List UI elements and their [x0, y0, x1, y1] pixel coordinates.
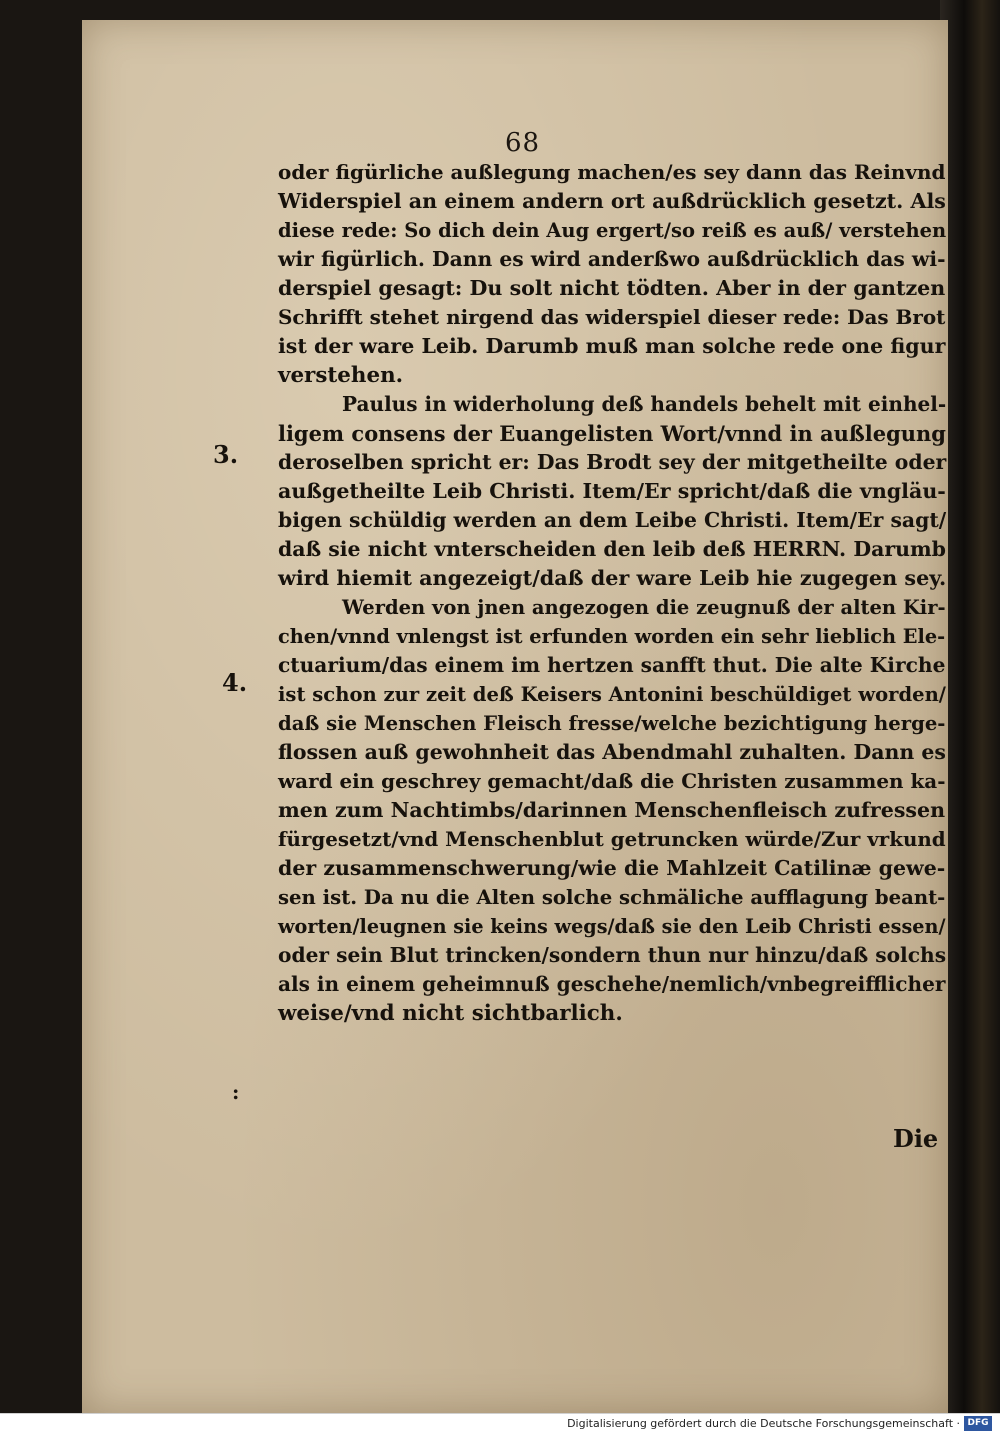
text-line: der zusammenschwerung/wie die Mahlzeit Catilinæ gewe-: [278, 856, 946, 880]
margin-number-3: 3.: [213, 440, 239, 469]
dfg-logo: DFG: [964, 1416, 992, 1431]
text-line: men zum Nachtimbs/darinnen Menschenfleisch zufressen: [278, 798, 946, 822]
text-line: derspiel gesagt: Du solt nicht tödten. Aber in der gantzen: [278, 276, 946, 300]
text-line: als in einem geheimnuß geschehe/nemlich/vnbegreifflicher: [278, 972, 946, 996]
text-line: deroselben spricht er: Das Brodt sey der mitgetheilte oder: [278, 450, 947, 474]
margin-mark: :: [232, 1080, 240, 1104]
footer-bar: [0, 1413, 1000, 1435]
margin-number-4: 4.: [222, 668, 248, 697]
funding-credit: Digitalisierung gefördert durch die Deutsche Forschungsgemeinschaft ·: [567, 1417, 960, 1430]
text-line: ist schon zur zeit deß Keisers Antonini beschüldiget worden/: [278, 683, 946, 706]
text-line: worten/leugnen sie keins wegs/daß sie den Leib Christi essen/: [278, 915, 946, 938]
text-line: Widerspiel an einem andern ort außdrücklich gesetzt. Als: [278, 189, 946, 213]
text-line: weise/vnd nicht sichtbarlich.: [278, 1001, 623, 1026]
text-line: verstehen.: [278, 363, 404, 388]
catchword: Die: [893, 1124, 939, 1153]
text-line: Werden von jnen angezogen die zeugnuß der alten Kir-: [342, 596, 946, 619]
text-line: chen/vnnd vnlengst ist erfunden worden ein sehr lieblich Ele-: [278, 625, 946, 648]
text-line: wird hiemit angezeigt/daß der ware Leib hie zugegen sey.: [278, 566, 947, 590]
text-line: ligem consens der Euangelisten Wort/vnnd in außlegung: [278, 421, 946, 446]
text-line: flossen auß gewohnheit das Abendmahl zuhalten. Dann es: [278, 740, 946, 764]
text-line: daß sie nicht vnterscheiden den leib deß HERRN. Darumb: [278, 537, 946, 561]
text-line: bigen schüldig werden an dem Leibe Christi. Item/Er sagt/: [278, 508, 947, 532]
text-line: außgetheilte Leib Christi. Item/Er spricht/daß die vngläu-: [278, 479, 946, 503]
text-line: ward ein geschrey gemacht/daß die Christen zusammen ka-: [278, 769, 946, 793]
text-line: wir figürlich. Dann es wird anderßwo außdrücklich das wi-: [278, 247, 946, 271]
text-line: oder figürliche außlegung machen/es sey dann das Reinvnd: [278, 160, 946, 184]
text-line: sen ist. Da nu die Alten solche schmäliche aufflagung beant-: [278, 886, 946, 909]
text-line: fürgesetzt/vnd Menschenblut getruncken würde/Zur vrkund: [278, 827, 946, 851]
page-number: 68: [505, 128, 541, 158]
body-text: [278, 158, 958, 1028]
text-line: Paulus in widerholung deß handels behelt mit einhel-: [342, 392, 947, 416]
text-line: Schrifft stehet nirgend das widerspiel dieser rede: Das Brot: [278, 305, 946, 329]
text-line: oder sein Blut trincken/sondern thun nur hinzu/daß solchs: [278, 943, 947, 967]
text-line: ctuarium/das einem im hertzen sanfft thut. Die alte Kirche: [278, 653, 946, 677]
text-line: diese rede: So dich dein Aug ergert/so reiß es auß/ verstehen: [278, 219, 947, 242]
text-line: ist der ware Leib. Darumb muß man solche rede one figur: [278, 334, 946, 358]
text-line: daß sie Menschen Fleisch fresse/welche bezichtigung herge-: [278, 712, 946, 735]
